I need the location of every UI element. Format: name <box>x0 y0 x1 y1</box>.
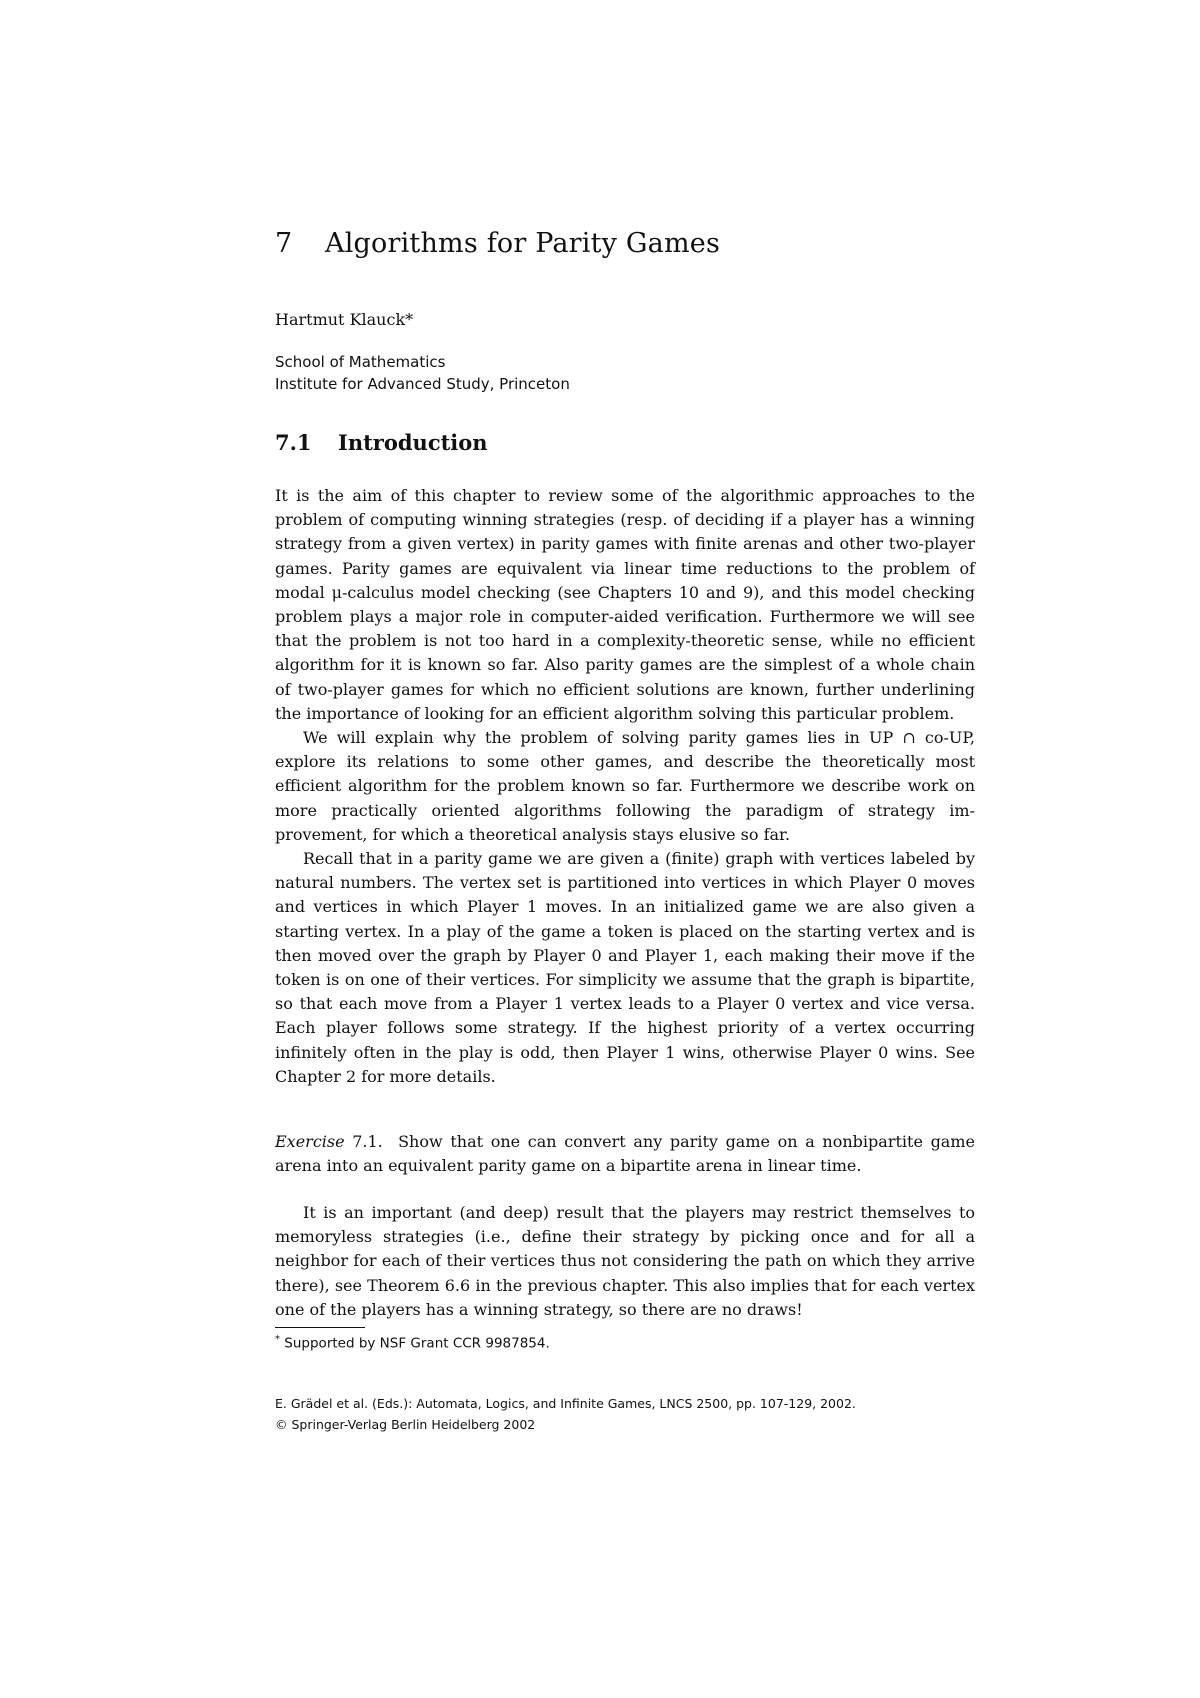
affiliation <box>275 351 570 395</box>
exercise <box>275 1130 975 1178</box>
footnote <box>275 1334 550 1352</box>
footnote-rule <box>275 1327 365 1328</box>
exercise-label: Exercise <box>275 1132 345 1151</box>
memoryless-paragraph: It is an important (and deep) result that the players may restrict themselves to memoryless strategies (i.e., define their strategy by picking once and for all a neighbor for each of their vertices thus not considering the path on which they arrive there), see Theorem 6.6 in the previous chapter. This also implies that for each vertex one of the players has a winning strategy, so there are no draws! <box>275 1203 975 1319</box>
exercise-text: Show that one can convert any parity game on a nonbipartite game arena into an equivalent parity game on a bipartite arena in linear time. <box>275 1132 975 1176</box>
chapter-title <box>275 228 720 259</box>
paragraph-1: It is the aim of this chapter to review some of the algorithmic approaches to the problem of computing winning strategies (resp. of deciding if a player has a winning strategy from a given vertex) in parity games with finite arenas and other two-player games. Parity games are equivalent via linear time reductions to the problem of modal μ-calculus model checking (see Chapters 10 and 9), and this model checking problem plays a major role in computer-aided verification. Furthermore we will see that the problem is not too hard in a complexity-theoretic sense, while no efficient algorithm for it is known so far. Also parity games are the simplest of a whole chain of two-player games for which no efficient solutions are known, further underlining the importance of looking for an efficient algorithm solving this particular problem. <box>275 486 975 723</box>
footnote-text: Supported by NSF Grant CCR 9987854. <box>284 1335 550 1352</box>
affiliation-line-2: Institute for Advanced Study, Princeton <box>275 375 570 393</box>
section-title: Introduction <box>338 430 488 455</box>
copyright-block <box>275 1393 856 1435</box>
paragraph-2: We will explain why the problem of solving parity games lies in UP ∩ co-UP, explore its relations to some other games, and describe the theoretically most efficient algorithm for the problem known so far. Furthermore we describe work on more practically oriented algorithms following the paradigm of strategy improvement, for which a theoretical analysis stays elusive so far. <box>275 728 975 844</box>
chapter-number: 7 <box>275 228 293 259</box>
exercise-paragraph <box>275 1130 975 1178</box>
footnote-marker: * <box>275 1334 280 1345</box>
paragraph-3: Recall that in a parity game we are given a (finite) graph with vertices labeled by natural numbers. The vertex set is partitioned into vertices in which Player 0 moves and vertices in which Player 1 moves. In an initialized game we are also given a starting vertex. In a play of the game a token is placed on the starting vertex and is then moved over the graph by Player 0 and Player 1, each making their move if the token is on one of their vertices. For simplicity we assume that the graph is bipartite, so that each move from a Player 1 vertex leads to a Player 0 vertex and vice versa. Each player follows some strategy. If the highest priority of a vertex occurring infinitely often in the play is odd, then Player 1 wins, otherwise Player 0 wins. See Chapter 2 for more details. <box>275 849 975 1086</box>
affiliation-line-1: School of Mathematics <box>275 353 446 371</box>
section-number: 7.1 <box>275 430 312 455</box>
introduction-body <box>275 484 975 1089</box>
copyright-notice: © Springer-Verlag Berlin Heidelberg 2002 <box>275 1417 536 1432</box>
memoryless-section <box>275 1201 975 1322</box>
section-heading <box>275 430 488 455</box>
author-name: Hartmut Klauck* <box>275 310 414 329</box>
chapter-title-text: Algorithms for Parity Games <box>325 228 721 259</box>
exercise-number: 7.1. <box>352 1132 383 1151</box>
copyright-citation: E. Grädel et al. (Eds.): Automata, Logics, and Infinite Games, LNCS 2500, pp. 107-129, 2002. <box>275 1396 856 1411</box>
